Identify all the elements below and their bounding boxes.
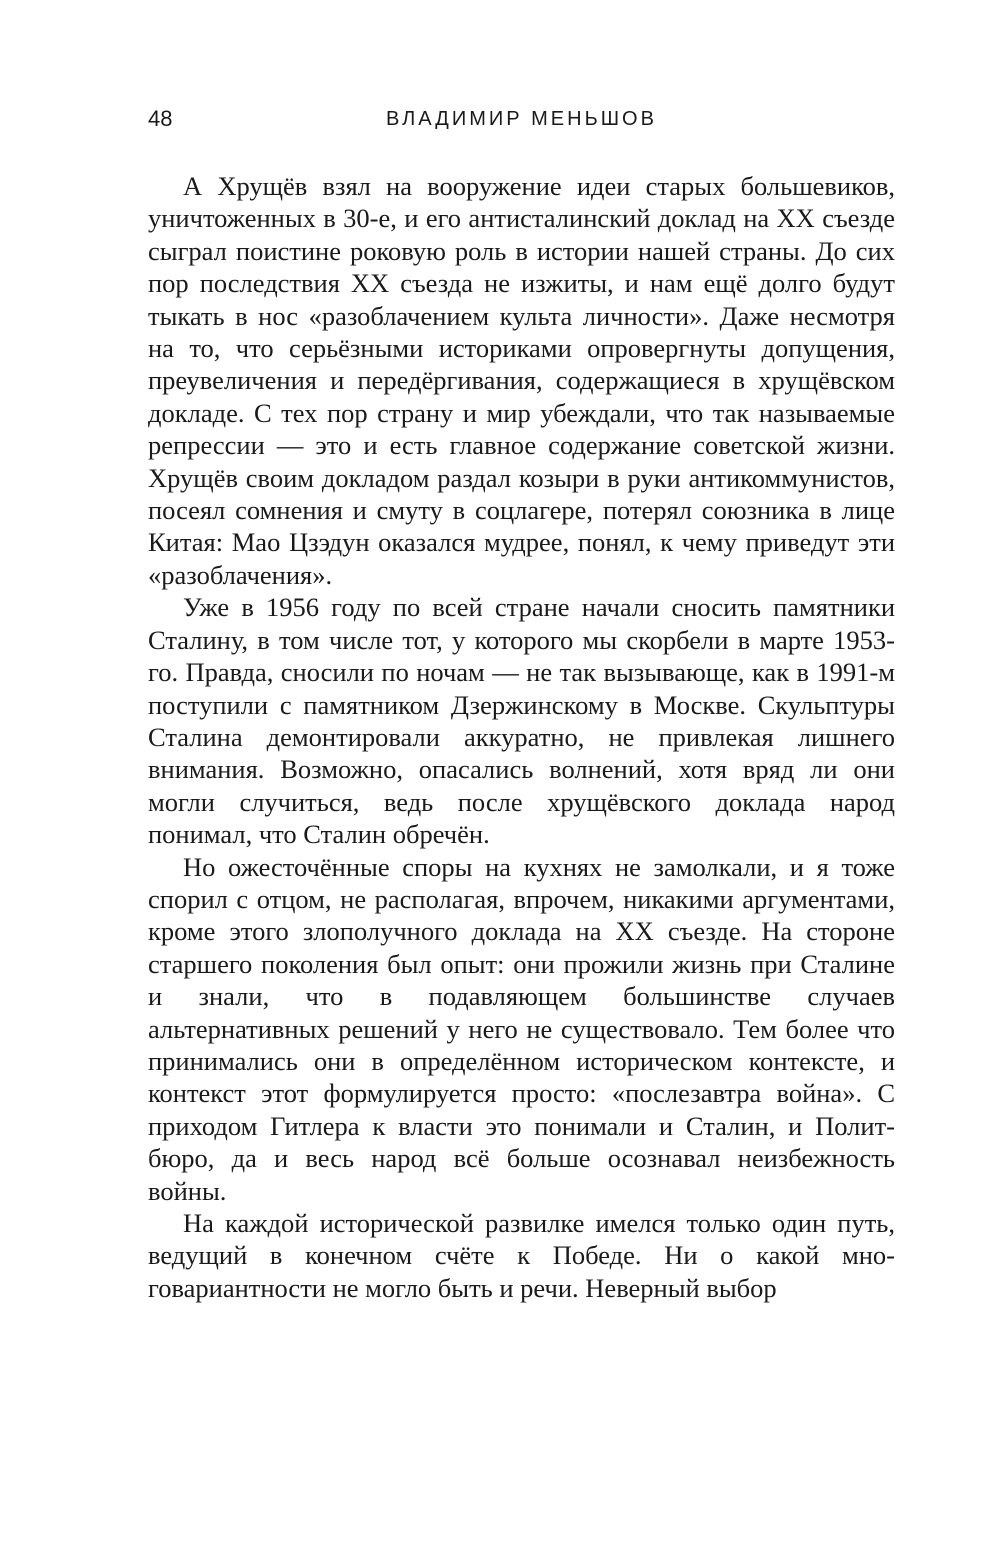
- paragraph: А Хрущёв взял на вооружение идеи старых большевиков, уничтоженных в 30-е, и его антисталинский доклад на XX съезде сыграл поистине роковую роль в истории нашей страны. До сих пор последствия XX съезда не изжиты, и нам ещё долго будут тыкать в нос «разоблачением культа личности». Даже несмотря на то, что серьёзными историками опровергнуты допущения, преувеличения и передёргивания, содержащиеся в хрущёвском докладе. С тех пор страну и мир убеждали, что так называемые репрессии — это и есть главное содержание советской жизни. Хрущёв своим докладом раздал козыри в руки антикоммунистов, посеял сомнения и смуту в соцлагере, потерял союзника в лице Китая: Мао Цзэдун оказался мудрее, понял, к чему приведут эти «разоблачения».: [148, 171, 895, 590]
- paragraph: На каждой исторической развилке имелся только один путь, ведущий в конечном счёте к Победе. Ни о какой многовариантности не могло быть и речи. Неверный выбор: [148, 1208, 895, 1303]
- running-head: [148, 104, 895, 134]
- paragraph: Уже в 1956 году по всей стране начали сносить памятники Сталину, в том числе тот, у которого мы скорбели в марте 1953-го. Правда, сносили по ночам — не так вызывающе, как в 1991-м поступили с памятником Дзержинскому в Москве. Скульптуры Сталина демонтировали аккуратно, не привлекая лишнего внимания. Возможно, опасались волнений, хотя вряд ли они могли случиться, ведь после хрущёвского доклада народ понимал, что Сталин обречён.: [148, 592, 895, 850]
- running-head-author: ВЛАДИМИР МЕНЬШОВ: [386, 108, 657, 130]
- body-text: [148, 170, 895, 1304]
- page-number: 48: [148, 106, 173, 131]
- paragraph: Но ожесточённые споры на кухнях не замолкали, и я тоже спорил с отцом, не располагая, впрочем, никакими аргументами, кроме этого злополучного доклада на XX съезде. На стороне старшего поколения был опыт: они прожили жизнь при Сталине и знали, что в подавляющем большинстве случаев альтернативных решений у него не существовало. Тем более что принимались они в определённом историческом контексте, и контекст этот формулируется просто: «послезавтра война». С приходом Гитлера к власти это понимали и Сталин, и Политбюро, да и весь народ всё больше осознавал неизбежность войны.: [148, 851, 895, 1206]
